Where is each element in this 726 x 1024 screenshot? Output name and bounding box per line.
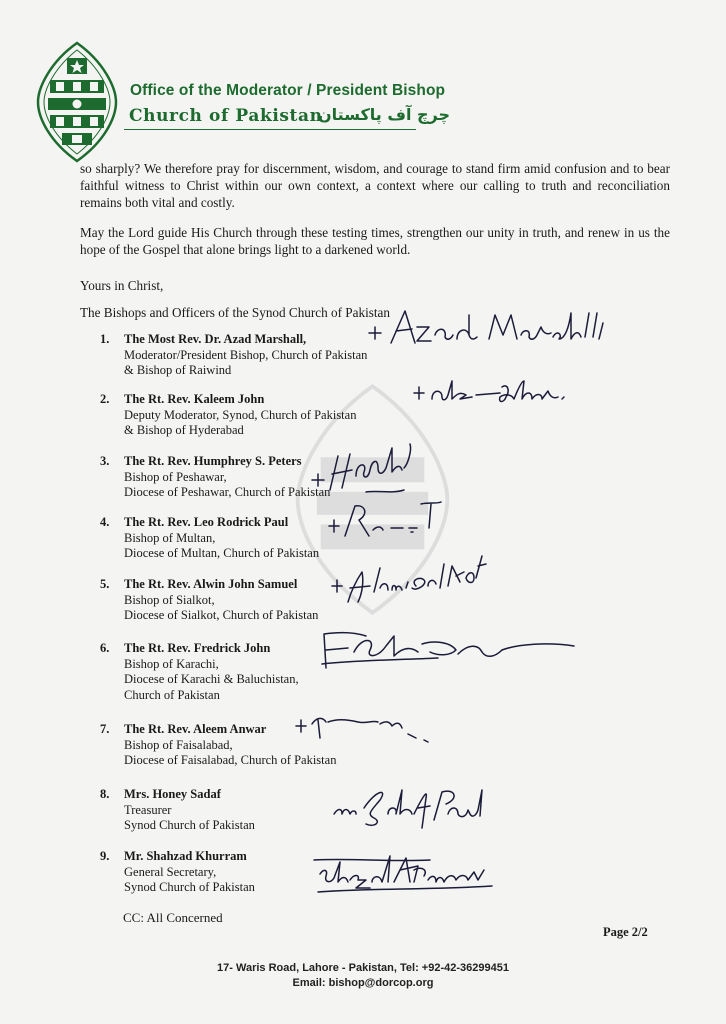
signatory-title: Diocese of Peshawar, Church of Pakistan [124,485,331,499]
signature-leo-rodrick-paul [325,498,445,543]
signatory-number: 1. [100,332,110,346]
footer-email: Email: bishop@dorcop.org [292,977,434,989]
office-title: Office of the Moderator / President Bishop [130,82,446,99]
signatory-number: 7. [100,722,110,736]
cc-line: CC: All Concerned [123,910,223,925]
signatory-name: Mrs. Honey Sadaf [124,787,221,801]
signature-fredrick-john [318,624,578,674]
signature-shahzad-khurram [310,848,500,894]
signature-humphrey-peters [308,440,418,500]
signatory-title: Deputy Moderator, Synod, Church of Pakistan [124,407,357,422]
signatory-title: Diocese of Sialkot, Church of Pakistan [124,608,319,622]
signatory-name: The Rt. Rev. Leo Rodrick Paul [124,515,289,529]
signatory-title: Synod Church of Pakistan [124,880,255,894]
signatory-title: General Secretary, [124,864,217,879]
signatory-title: Diocese of Karachi & Baluchistan, [124,672,299,686]
signatory-name: Mr. Shahzad Khurram [124,849,247,863]
signatory-title: Moderator/President Bishop, Church of Pakistan [124,347,368,362]
signatory-number: 4. [100,515,110,529]
signatory-title: Diocese of Faisalabad, Church of Pakistan [124,753,337,767]
signature-azad-marshall [365,305,605,350]
signatory-title: Bishop of Multan, [124,530,216,545]
signatory-title: Treasurer [124,802,172,817]
signatory-number: 8. [100,787,110,801]
signatory-title: Church of Pakistan [124,687,220,702]
signatory-title: Bishop of Karachi, [124,656,219,671]
signature-kaleem-john [410,377,570,407]
footer-address: 17- Waris Road, Lahore - Pakistan, Tel: +92-42-36299451 [217,962,509,974]
signatory-title: Bishop of Sialkot, [124,592,215,607]
signatory-name: The Most Rev. Dr. Azad Marshall, [124,332,307,346]
signatory-number: 6. [100,641,110,655]
signatory-title: Bishop of Faisalabad, [124,737,233,752]
signatory-number: 3. [100,454,110,468]
church-of-pakistan-logo [34,40,120,164]
signature-alwin-john-samuel [328,548,488,608]
letterhead-rule [124,129,416,130]
page-number: Page 2/2 [603,925,648,939]
signature-honey-sadaf [330,784,490,834]
church-title-urdu: چرچ آف پاکستان [318,105,451,124]
signature-aleem-anwar [292,708,442,746]
signatory-title: Synod Church of Pakistan [124,818,255,832]
signatory-title: Diocese of Multan, Church of Pakistan [124,546,320,560]
signatory-name: The Rt. Rev. Fredrick John [124,641,271,655]
closing-salutation: Yours in Christ, [80,278,164,293]
body-paragraph: so sharply? We therefore pray for discernment, wisdom, and courage to stand firm amid confusion and to bear faithful witness to Christ within our own context, a context where our calling to truth and reconciliation remains both vital and costly. [80,161,670,210]
signatory-title: Bishop of Peshawar, [124,469,227,484]
signatory-name: The Rt. Rev. Alwin John Samuel [124,577,298,591]
signatories-intro: The Bishops and Officers of the Synod Church of Pakistan [80,305,390,320]
signatory-number: 2. [100,392,110,406]
signatory-title: & Bishop of Raiwind [124,363,232,377]
church-title: Church of Pakistan [129,106,323,126]
signatory-number: 9. [100,849,110,863]
signatory-name: The Rt. Rev. Humphrey S. Peters [124,454,302,468]
signatory-number: 5. [100,577,110,591]
signatory-name: The Rt. Rev. Aleem Anwar [124,722,267,736]
signatory-name: The Rt. Rev. Kaleem John [124,392,265,406]
signatory-title: & Bishop of Hyderabad [124,423,244,437]
body-paragraph: May the Lord guide His Church through these testing times, strengthen our unity in truth, and renew in us the hope of the Gospel that alone brings light to a darkened world. [80,225,670,257]
